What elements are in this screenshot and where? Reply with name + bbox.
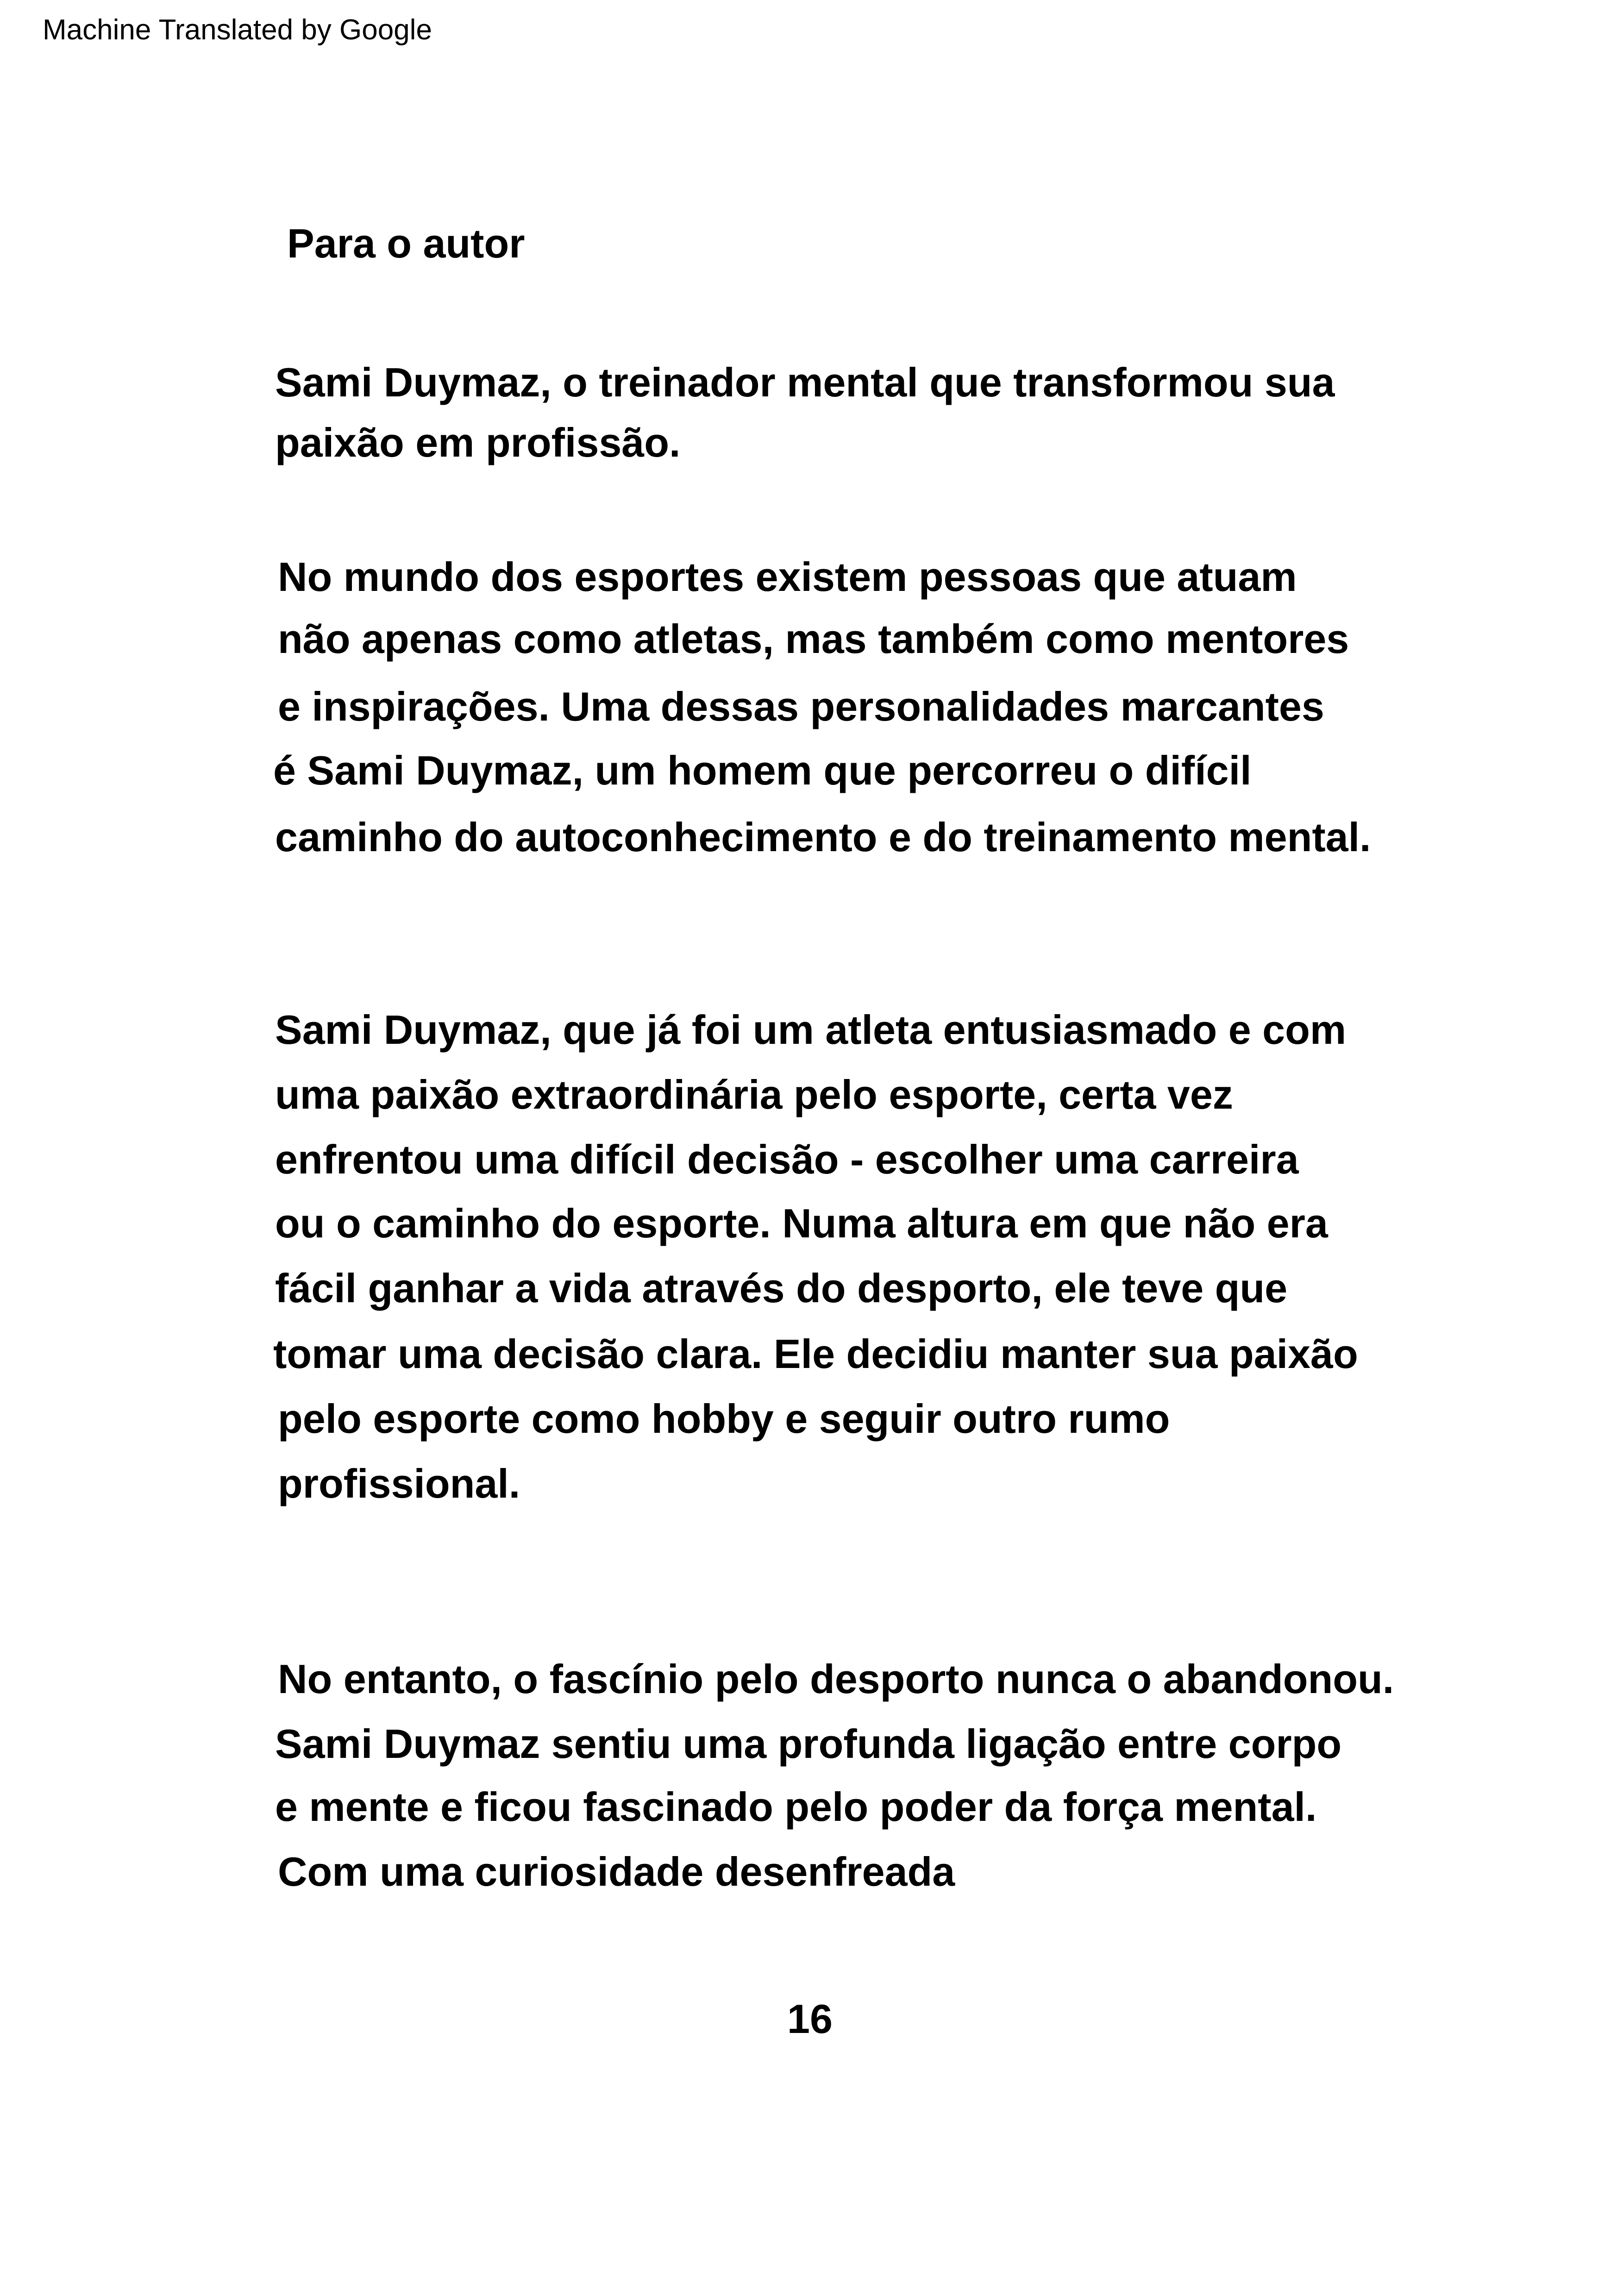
text-line: Sami Duymaz sentiu uma profunda ligação entre corpo	[275, 1721, 1342, 1767]
text-line: profissional.	[278, 1461, 520, 1506]
text-line: fácil ganhar a vida através do desporto, ele teve que	[275, 1265, 1288, 1311]
text-line: e inspirações. Uma dessas personalidades marcantes	[278, 684, 1324, 729]
text-line: pelo esporte como hobby e seguir outro rumo	[278, 1396, 1170, 1442]
text-line: Sami Duymaz, o treinador mental que transformou sua	[275, 359, 1335, 405]
text-line: ou o caminho do esporte. Numa altura em que não era	[275, 1200, 1328, 1246]
text-line: No mundo dos esportes existem pessoas que atuam	[278, 554, 1297, 600]
text-line: não apenas como atletas, mas também como mentores	[278, 616, 1349, 662]
text-line: caminho do autoconhecimento e do treinamento mental.	[275, 814, 1371, 860]
text-line: No entanto, o fascínio pelo desporto nunca o abandonou.	[278, 1656, 1394, 1702]
text-line: tomar uma decisão clara. Ele decidiu manter sua paixão	[273, 1331, 1358, 1377]
text-line: Sami Duymaz, que já foi um atleta entusiasmado e com	[275, 1007, 1347, 1053]
text-line: paixão em profissão.	[275, 420, 681, 465]
page-title: Para o autor	[287, 220, 525, 266]
text-line: uma paixão extraordinária pelo esporte, certa vez	[275, 1072, 1233, 1117]
text-line: e mente e ficou fascinado pelo poder da força mental.	[275, 1784, 1317, 1830]
text-line: é Sami Duymaz, um homem que percorreu o difícil	[273, 747, 1252, 793]
page-number: 16	[787, 1996, 833, 2042]
text-line: Com uma curiosidade desenfreada	[278, 1849, 955, 1895]
text-line: enfrentou uma difícil decisão - escolher uma carreira	[275, 1136, 1299, 1182]
translation-notice: Machine Translated by Google	[43, 14, 432, 46]
